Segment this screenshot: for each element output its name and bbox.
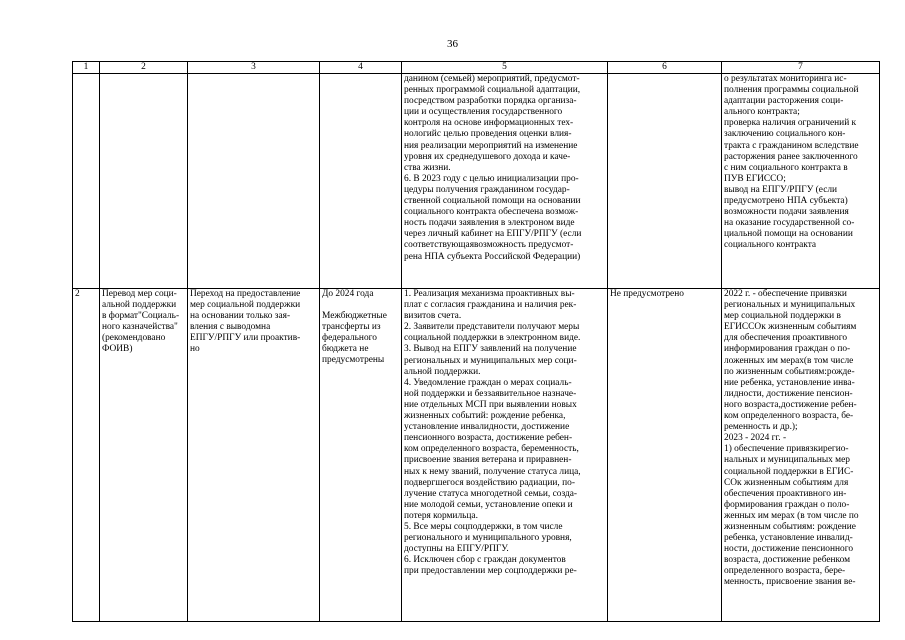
text-line: тракта с гражданином вследствие: [724, 140, 859, 151]
text-line: о результатах мониторинга ис-: [724, 74, 847, 84]
page-number: 36: [447, 38, 458, 50]
text-line: нологийс целью проведения оценки влия-: [404, 129, 572, 140]
text-line: 2023 - 2024 гг. -: [724, 433, 787, 444]
text-line: при предоставлении мер соцподдержки ре-: [404, 566, 577, 577]
text-line: ства жизни.: [404, 162, 451, 173]
funding-text: [322, 311, 399, 366]
text-line: адаптации расторжения соци-: [724, 96, 844, 107]
text-line: мер социальной поддержки в: [724, 311, 841, 322]
text-line: социального контракта: [724, 240, 817, 251]
text-line: менность, присвоение звания ве-: [724, 577, 856, 588]
text-line: (рекомендовано: [102, 333, 166, 344]
text-line: на оказание государственной со-: [724, 218, 855, 229]
text-line: для обеспечения проактивного: [724, 333, 848, 344]
text-line: ность подачи заявления в электроном виде: [404, 218, 575, 229]
text-line: цедуры получения гражданином государ-: [404, 184, 570, 195]
text-line: предусмотрено НПА субъекта): [724, 196, 848, 207]
text-line: ной поддержки и беззаявительное назначе-: [404, 388, 577, 399]
text-line: ного возраста,достижение ребен-: [724, 399, 857, 410]
text-line: ком определенного возраста, беременность,: [404, 444, 579, 455]
text-line: альной поддержки: [102, 300, 177, 311]
text-line: возраста, достижение ребенком: [724, 555, 851, 566]
text-line: через личный кабинет на ЕПГУ/РПГУ (если: [404, 229, 582, 240]
text-line: циальной помощи на основании: [724, 229, 853, 240]
text-line: предусмотрены: [322, 355, 385, 366]
text-line: ния реализации мероприятий на изменение: [404, 140, 578, 151]
text-line: контроля на основе информационных тех-: [404, 118, 574, 129]
cell-7-implementation-steps: [722, 74, 880, 289]
deadline-funding-cell: [320, 289, 402, 622]
text-line: жизненных событий: рождение ребенка,: [404, 411, 566, 422]
text-line: лучение статуса многодетной семьи, созда-: [404, 488, 578, 499]
text-line: подвергшегося воздействию радиации, по-: [404, 477, 575, 488]
text-line: вления с выводомна: [190, 322, 271, 333]
text-line: социальной поддержки в ЕГИС-: [724, 466, 854, 477]
text-line: пенсионного возраста, достижение ребен-: [404, 433, 573, 444]
text-line: расторжения ранее заключенного: [724, 151, 858, 162]
text-line: формирования граждан о поло-: [724, 499, 850, 510]
implementation-steps-cell: [722, 289, 880, 622]
text-line: Переход на предоставление: [190, 289, 301, 299]
text-line: присвоение звания ветерана и приравнен-: [404, 455, 572, 466]
text-line: ального контракта;: [724, 107, 800, 118]
text-line: плат с согласия гражданина и наличия рек-: [404, 300, 577, 311]
text-line: ФОИВ): [102, 344, 133, 355]
text-line: ложенных им мерах(в том числе: [724, 355, 854, 366]
text-line: на основании только зая-: [190, 311, 291, 322]
table-row-2: [73, 289, 880, 622]
measures-table: [72, 61, 880, 622]
column-header-5: 5: [402, 62, 608, 74]
text-line: установление инвалидности, достижение: [404, 422, 570, 433]
text-line: ренных программой социальной адаптации,: [404, 85, 581, 96]
cell-1: [73, 74, 100, 289]
text-line: ного казначейства": [102, 322, 178, 333]
column-header-7: 7: [722, 62, 880, 74]
text-line: информирования граждан о по-: [724, 344, 851, 355]
text-line: ции и осуществления государственного: [404, 107, 563, 118]
measure-name-cell: [100, 289, 188, 622]
text-line: региональных и муниципальных: [724, 300, 856, 311]
text-line: данином (семьей) мероприятий, предусмот-: [404, 74, 580, 84]
text-line: лидности, достижение пенсион-: [724, 388, 853, 399]
text-line: социального контракта обеспечена возмож-: [404, 207, 579, 218]
text-line: мер социальной поддержки: [190, 300, 301, 311]
cell-3: [188, 74, 320, 289]
text-line: ременность и др.);: [724, 422, 798, 433]
text-line: жизненным событиям: рождение: [724, 521, 856, 532]
cell-4: [320, 74, 402, 289]
text-line: Перевод мер соци-: [102, 289, 177, 299]
text-line: трансферты из: [322, 322, 381, 333]
text-line: ние ребенка, установление инва-: [724, 377, 855, 388]
text-line: регионального и муниципального уровня,: [404, 533, 572, 544]
text-line: ЕГИССОк жизненным событиям: [724, 322, 857, 333]
text-line: в формат"Социаль-: [102, 311, 180, 322]
regulation-cell: Не предусмотрено: [608, 289, 722, 622]
text-line: вывод на ЕПГУ/РПГУ (если: [724, 184, 838, 195]
text-line: 6. В 2023 году с целью инициализации про-: [404, 173, 579, 184]
column-header-4: 4: [320, 62, 402, 74]
text-line: 2022 г. - обеспечение привязки: [724, 289, 847, 299]
text-line: 1. Реализация механизма проактивных вы-: [404, 289, 575, 299]
text-line: 3. Вывод на ЕПГУ заявлений на получение: [404, 344, 577, 355]
cell-5-expected-results: [402, 74, 608, 289]
column-header-6: 6: [608, 62, 722, 74]
column-number-row: [73, 62, 880, 74]
table-row-continued: [73, 74, 880, 289]
cell-2: [100, 74, 188, 289]
text-line: возможности подачи заявления: [724, 207, 849, 218]
text-line: потеря кормильца.: [404, 510, 478, 521]
text-line: ние отдельных МСП при выявлении новых: [404, 399, 577, 410]
text-line: ребенка, установление инвалид-: [724, 533, 853, 544]
text-line: но: [190, 344, 200, 355]
text-line: 1) обеспечение привязкирегио-: [724, 444, 849, 455]
text-line: женных им мерах (в том числе по: [724, 510, 859, 521]
text-line: ПУВ ЕГИССО;: [724, 173, 786, 184]
text-line: ственной социальной помощи на основании: [404, 196, 581, 207]
text-line: 4. Уведомление граждан о мерах социаль-: [404, 377, 572, 388]
text-line: соответствующаявозможность предусмот-: [404, 240, 574, 251]
text-line: обеспечения проактивного ин-: [724, 488, 847, 499]
deadline-text: До 2024 года: [322, 289, 374, 299]
text-line: 2. Заявители представители получают меры: [404, 322, 580, 333]
text-line: Межбюджетные: [322, 311, 387, 322]
text-line: ных к нему званий, получение статуса лица,: [404, 466, 581, 477]
text-line: 5. Все меры соцподдержки, в том числе: [404, 521, 563, 532]
cell-6: [608, 74, 722, 289]
text-line: полнения программы социальной: [724, 85, 859, 96]
text-line: ние молодой семьи, установление опеки и: [404, 499, 573, 510]
text-line: нальных и муниципальных мер: [724, 455, 850, 466]
text-line: ком определенного возраста, бе-: [724, 411, 854, 422]
text-line: федерального: [322, 333, 377, 344]
text-line: региональных и муниципальных мер соци-: [404, 355, 577, 366]
text-line: визитов счета.: [404, 311, 462, 322]
text-line: по жизненным событиям:рожде-: [724, 366, 855, 377]
text-line: уровня их среднедушевого дохода и каче-: [404, 151, 571, 162]
text-line: с ним социального контракта в: [724, 162, 848, 173]
text-line: ности, достижение пенсионного: [724, 544, 854, 555]
text-line: СОк жизненным событиям для: [724, 477, 849, 488]
expected-results-cell: [402, 289, 608, 622]
measure-description-cell: [188, 289, 320, 622]
text-line: заключению социального кон-: [724, 129, 846, 140]
text-line: доступны на ЕПГУ/РПГУ.: [404, 544, 509, 555]
text-line: 6. Исключен сбор с граждан документов: [404, 555, 566, 566]
text-line: ЕПГУ/РПГУ или проактив-: [190, 333, 301, 344]
column-header-3: 3: [188, 62, 320, 74]
text-line: определенного возраста, бере-: [724, 566, 846, 577]
text-line: посредством разработки порядка организа-: [404, 96, 577, 107]
text-line: проверка наличия ограничений к: [724, 118, 857, 129]
text-line: бюджета не: [322, 344, 369, 355]
column-header-2: 2: [100, 62, 188, 74]
text-line: альной поддержки.: [404, 366, 481, 377]
text-line: рена НПА субъекта Российской Федерации): [404, 251, 581, 262]
row-number: 2: [73, 289, 100, 622]
text-line: социальной поддержки в электронном виде.: [404, 333, 581, 344]
column-header-1: 1: [73, 62, 100, 74]
